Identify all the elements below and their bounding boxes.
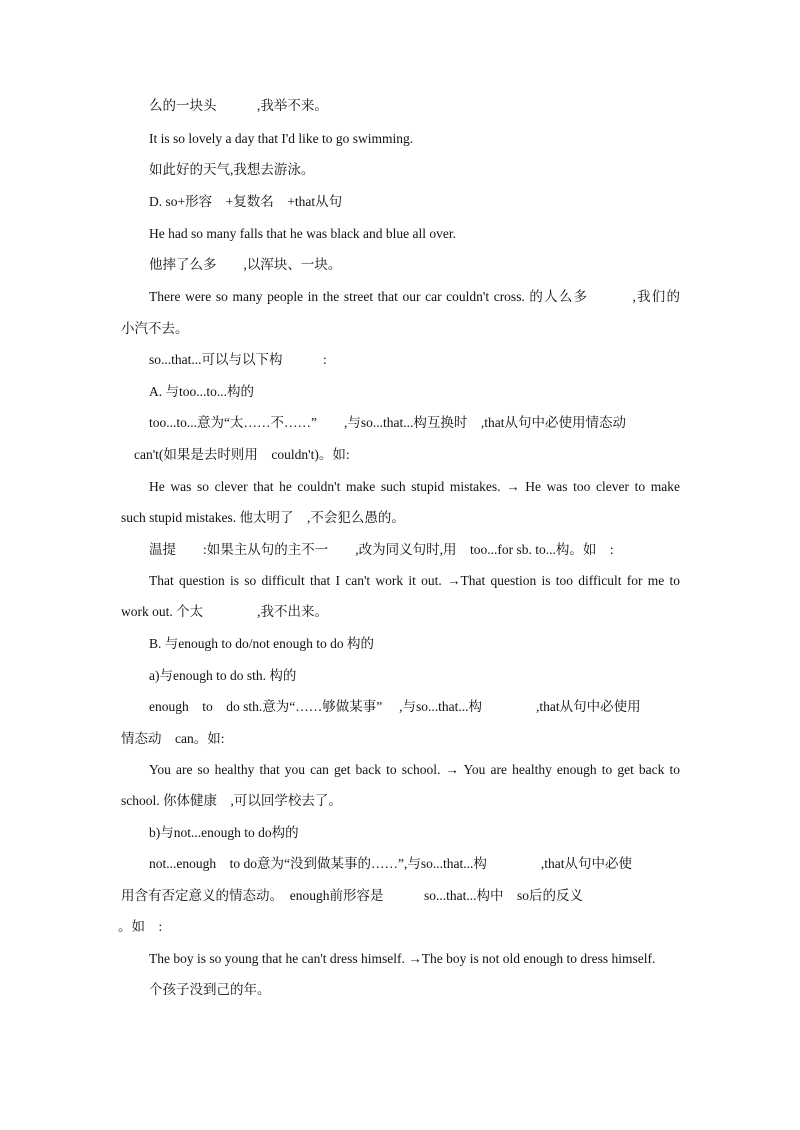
text-line: It is so lovely a day that I'd like to go swimming. bbox=[149, 131, 414, 146]
text-line: That question is so difficult that I can't work it out. →That question is too difficult for me to bbox=[149, 573, 680, 588]
text-line: 么的一块头 ,我举不来。 bbox=[149, 98, 328, 113]
text-line: work out. 个太 ,我不出来。 bbox=[121, 604, 328, 619]
text-line: A. 与too...to...构的 bbox=[149, 384, 255, 399]
text-line: school. 你体健康 ,可以回学校去了。 bbox=[121, 793, 342, 808]
text-line: not...enough to do意为“没到做某事的……”,与so...that...构 ,that从句中必使 bbox=[149, 856, 632, 871]
text-line: b)与not...enough to do构的 bbox=[149, 825, 299, 840]
text-line: so...that...可以与以下构 : bbox=[149, 352, 327, 367]
text-line: such stupid mistakes. 他太明了 ,不会犯么愚的。 bbox=[121, 510, 405, 525]
text-line: 情态动 can。如: bbox=[121, 731, 225, 746]
text-line: He had so many falls that he was black and blue all over. bbox=[149, 226, 457, 241]
text-line: 用含有否定意义的情态动。 enough前形容是 so...that...构中 so后的反义 bbox=[121, 888, 583, 903]
text-line: D. so+形容 +复数名 +that从句 bbox=[149, 194, 343, 209]
text-line: 小汽不去。 bbox=[121, 321, 189, 336]
text-line: There were so many people in the street that our car couldn't cross. 的人么多 ,我们的 bbox=[149, 289, 680, 304]
text-line: 如此好的天气,我想去游泳。 bbox=[149, 162, 315, 177]
text-line: can't(如果是去时则用 couldn't)。如: bbox=[134, 447, 350, 462]
text-line: The boy is so young that he can't dress himself. →The boy is not old enough to dress himself. bbox=[149, 951, 656, 966]
text-line: a)与enough to do sth. 构的 bbox=[149, 668, 297, 683]
text-line: You are so healthy that you can get back to school. → You are healthy enough to get back to bbox=[149, 762, 680, 777]
text-line: 。如 : bbox=[118, 919, 163, 934]
text-line: too...to...意为“太……不……” ,与so...that...构互换时 ,that从句中必使用情态动 bbox=[149, 415, 626, 430]
text-line: He was so clever that he couldn't make such stupid mistakes. → He was too clever to make bbox=[149, 479, 680, 494]
text-line: 温提 :如果主从句的主不一 ,改为同义句时,用 too...for sb. to...构。如 : bbox=[149, 542, 614, 557]
text-line: enough to do sth.意为“……够做某事” ,与so...that...构 ,that从句中必使用 bbox=[149, 699, 641, 714]
text-line: B. 与enough to do/not enough to do 构的 bbox=[149, 636, 374, 651]
text-line: 个孩子没到己的年。 bbox=[149, 982, 271, 997]
text-line: 他摔了么多 ,以浑块、一块。 bbox=[149, 257, 342, 272]
